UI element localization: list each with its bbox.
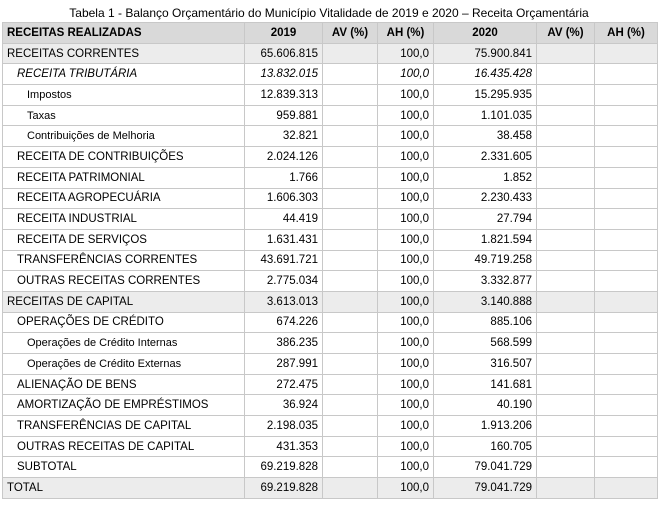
ah-2019: 100,0 [378,209,434,230]
header-2019: 2019 [245,23,323,44]
value-2019: 32.821 [245,126,323,147]
value-2020: 79.041.729 [434,478,537,499]
av-2020 [537,354,595,375]
ah-2020 [595,291,658,312]
ah-2020 [595,478,658,499]
ah-2019: 100,0 [378,188,434,209]
table-row [3,229,658,250]
row-label: TRANSFERÊNCIAS CORRENTES [3,250,245,271]
value-2019: 386.235 [245,333,323,354]
ah-2020 [595,416,658,437]
av-2020 [537,105,595,126]
row-label: AMORTIZAÇÃO DE EMPRÉSTIMOS [3,395,245,416]
av-2019 [323,333,378,354]
av-2019 [323,291,378,312]
table-row [3,43,658,64]
ah-2019: 100,0 [378,126,434,147]
av-2020 [537,43,595,64]
value-2020: 27.794 [434,209,537,230]
value-2020: 141.681 [434,374,537,395]
ah-2020 [595,457,658,478]
value-2020: 3.140.888 [434,291,537,312]
av-2019 [323,105,378,126]
ah-2019: 100,0 [378,85,434,106]
ah-2020 [595,250,658,271]
header-row [3,23,658,44]
table-row [3,374,658,395]
value-2019: 69.219.828 [245,478,323,499]
row-label: TRANSFERÊNCIAS DE CAPITAL [3,416,245,437]
row-label: RECEITAS CORRENTES [3,43,245,64]
ah-2020 [595,333,658,354]
ah-2020 [595,395,658,416]
ah-2019: 100,0 [378,395,434,416]
row-label: TOTAL [3,478,245,499]
row-label: RECEITA INDUSTRIAL [3,209,245,230]
value-2020: 2.230.433 [434,188,537,209]
row-label: RECEITAS DE CAPITAL [3,291,245,312]
value-2020: 1.101.035 [434,105,537,126]
value-2019: 3.613.013 [245,291,323,312]
ah-2020 [595,167,658,188]
value-2019: 2.198.035 [245,416,323,437]
ah-2019: 100,0 [378,478,434,499]
row-label: ALIENAÇÃO DE BENS [3,374,245,395]
table-row [3,167,658,188]
av-2019 [323,250,378,271]
table-row [3,64,658,85]
row-label: OUTRAS RECEITAS CORRENTES [3,271,245,292]
value-2020: 160.705 [434,436,537,457]
ah-2019: 100,0 [378,354,434,375]
value-2020: 1.821.594 [434,229,537,250]
ah-2020 [595,105,658,126]
table-body [3,43,658,498]
av-2019 [323,229,378,250]
ah-2019: 100,0 [378,229,434,250]
table-row [3,416,658,437]
av-2019 [323,147,378,168]
table-row [3,271,658,292]
value-2020: 40.190 [434,395,537,416]
av-2019 [323,43,378,64]
ah-2019: 100,0 [378,333,434,354]
av-2019 [323,312,378,333]
value-2019: 272.475 [245,374,323,395]
ah-2020 [595,209,658,230]
table-row [3,333,658,354]
ah-2019: 100,0 [378,374,434,395]
table-row [3,105,658,126]
row-label: Operações de Crédito Externas [3,354,245,375]
ah-2020 [595,354,658,375]
ah-2019: 100,0 [378,416,434,437]
row-label: RECEITA PATRIMONIAL [3,167,245,188]
table-row [3,126,658,147]
value-2019: 1.766 [245,167,323,188]
av-2020 [537,64,595,85]
value-2020: 15.295.935 [434,85,537,106]
row-label: RECEITA DE SERVIÇOS [3,229,245,250]
table-row [3,354,658,375]
ah-2020 [595,147,658,168]
av-2020 [537,126,595,147]
row-label: RECEITA DE CONTRIBUIÇÕES [3,147,245,168]
value-2020: 16.435.428 [434,64,537,85]
ah-2019: 100,0 [378,271,434,292]
ah-2020 [595,64,658,85]
av-2019 [323,64,378,85]
ah-2020 [595,436,658,457]
av-2020 [537,250,595,271]
value-2019: 431.353 [245,436,323,457]
table-row [3,147,658,168]
ah-2019: 100,0 [378,436,434,457]
av-2019 [323,188,378,209]
header-av-2019: AV (%) [323,23,378,44]
av-2019 [323,457,378,478]
value-2020: 885.106 [434,312,537,333]
ah-2019: 100,0 [378,105,434,126]
av-2019 [323,354,378,375]
value-2019: 1.631.431 [245,229,323,250]
ah-2020 [595,374,658,395]
ah-2019: 100,0 [378,167,434,188]
av-2020 [537,291,595,312]
ah-2020 [595,312,658,333]
value-2020: 2.331.605 [434,147,537,168]
header-av-2020: AV (%) [537,23,595,44]
av-2020 [537,374,595,395]
ah-2020 [595,85,658,106]
table-row [3,457,658,478]
av-2019 [323,478,378,499]
value-2019: 1.606.303 [245,188,323,209]
row-label: RECEITA AGROPECUÁRIA [3,188,245,209]
av-2019 [323,271,378,292]
table-row [3,209,658,230]
av-2019 [323,416,378,437]
value-2019: 69.219.828 [245,457,323,478]
value-2019: 65.606.815 [245,43,323,64]
header-receitas-realizadas: RECEITAS REALIZADAS [3,23,245,44]
av-2019 [323,209,378,230]
header-ah-2020: AH (%) [595,23,658,44]
value-2020: 3.332.877 [434,271,537,292]
value-2019: 44.419 [245,209,323,230]
av-2020 [537,478,595,499]
av-2020 [537,457,595,478]
value-2019: 2.775.034 [245,271,323,292]
value-2019: 287.991 [245,354,323,375]
ah-2019: 100,0 [378,291,434,312]
ah-2019: 100,0 [378,457,434,478]
row-label: OPERAÇÕES DE CRÉDITO [3,312,245,333]
value-2019: 674.226 [245,312,323,333]
av-2019 [323,395,378,416]
ah-2019: 100,0 [378,43,434,64]
ah-2019: 100,0 [378,64,434,85]
table-row [3,312,658,333]
row-label: Taxas [3,105,245,126]
revenue-table [2,22,658,499]
ah-2020 [595,188,658,209]
ah-2020 [595,229,658,250]
value-2019: 12.839.313 [245,85,323,106]
av-2019 [323,85,378,106]
table-row [3,436,658,457]
ah-2020 [595,126,658,147]
av-2020 [537,416,595,437]
table-row [3,478,658,499]
av-2020 [537,333,595,354]
av-2019 [323,167,378,188]
value-2020: 1.852 [434,167,537,188]
value-2019: 43.691.721 [245,250,323,271]
av-2019 [323,126,378,147]
table-row [3,250,658,271]
row-label: SUBTOTAL [3,457,245,478]
av-2020 [537,188,595,209]
av-2020 [537,436,595,457]
av-2020 [537,271,595,292]
row-label: OUTRAS RECEITAS DE CAPITAL [3,436,245,457]
ah-2020 [595,271,658,292]
value-2019: 2.024.126 [245,147,323,168]
table-row [3,188,658,209]
table-row [3,291,658,312]
av-2019 [323,436,378,457]
ah-2019: 100,0 [378,147,434,168]
av-2020 [537,85,595,106]
av-2019 [323,374,378,395]
table-row [3,395,658,416]
ah-2020 [595,43,658,64]
av-2020 [537,312,595,333]
ah-2019: 100,0 [378,312,434,333]
row-label: Operações de Crédito Internas [3,333,245,354]
value-2020: 38.458 [434,126,537,147]
value-2020: 1.913.206 [434,416,537,437]
av-2020 [537,167,595,188]
av-2020 [537,395,595,416]
av-2020 [537,229,595,250]
value-2020: 79.041.729 [434,457,537,478]
value-2020: 75.900.841 [434,43,537,64]
header-ah-2019: AH (%) [378,23,434,44]
ah-2019: 100,0 [378,250,434,271]
table-row [3,85,658,106]
header-2020: 2020 [434,23,537,44]
av-2020 [537,147,595,168]
value-2020: 568.599 [434,333,537,354]
av-2020 [537,209,595,230]
value-2020: 316.507 [434,354,537,375]
row-label: Impostos [3,85,245,106]
table-caption: Tabela 1 - Balanço Orçamentário do Município Vitalidade de 2019 e 2020 – Receita Orçamentária [69,6,589,20]
row-label: RECEITA TRIBUTÁRIA [3,64,245,85]
value-2020: 49.719.258 [434,250,537,271]
value-2019: 959.881 [245,105,323,126]
value-2019: 13.832.015 [245,64,323,85]
value-2019: 36.924 [245,395,323,416]
row-label: Contribuições de Melhoria [3,126,245,147]
